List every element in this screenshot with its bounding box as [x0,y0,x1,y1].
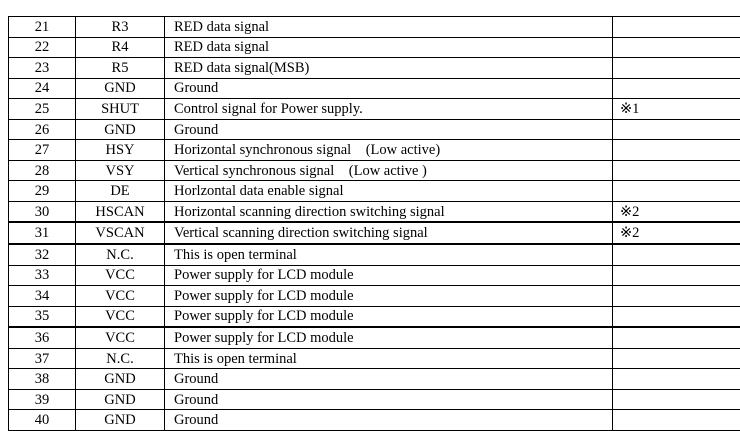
pin-symbol-cell: GND [76,119,165,140]
pin-number-cell: 32 [9,244,76,265]
table-row [9,306,740,327]
pin-number-cell: 33 [9,265,76,286]
table-row [9,410,740,431]
pin-note-cell [613,17,740,38]
pin-description-cell: Horlzontal data enable signal [165,181,613,202]
pin-note-cell: ※2 [613,222,740,244]
pin-note-cell [613,244,740,265]
pin-note-cell [613,410,740,431]
pin-number-cell: 27 [9,140,76,161]
pin-symbol-cell: VCC [76,265,165,286]
pin-symbol-cell: R5 [76,58,165,79]
pin-note-cell [613,181,740,202]
pin-description-cell: Horizontal synchronous signal (Low active) [165,140,613,161]
pin-symbol-cell: R3 [76,17,165,38]
pin-number-cell: 22 [9,37,76,58]
pin-symbol-cell: R4 [76,37,165,58]
pin-assignment-table [8,16,740,431]
pin-description-cell: Vertical synchronous signal (Low active ) [165,160,613,181]
pin-symbol-cell: DE [76,181,165,202]
table-row [9,244,740,265]
pin-symbol-cell: N.C. [76,348,165,369]
table-row [9,389,740,410]
pin-number-cell: 39 [9,389,76,410]
pin-symbol-cell: VCC [76,327,165,348]
pin-note-cell [613,348,740,369]
pin-note-cell [613,140,740,161]
pin-symbol-cell: GND [76,389,165,410]
pin-number-cell: 23 [9,58,76,79]
pin-note-cell: ※2 [613,201,740,222]
table-row [9,286,740,307]
pin-symbol-cell: HSY [76,140,165,161]
pin-number-cell: 36 [9,327,76,348]
pin-note-cell [613,265,740,286]
pin-description-cell: Ground [165,410,613,431]
table-row [9,58,740,79]
pin-number-cell: 34 [9,286,76,307]
pin-description-cell: Ground [165,119,613,140]
pin-description-cell: Ground [165,389,613,410]
pin-note-cell [613,286,740,307]
pin-number-cell: 25 [9,99,76,120]
pin-description-cell: Control signal for Power supply. [165,99,613,120]
pin-description-cell: RED data signal [165,17,613,38]
table-row [9,17,740,38]
pin-description-cell: Ground [165,369,613,390]
table-row [9,37,740,58]
table-row [9,99,740,120]
pin-description-cell: Power supply for LCD module [165,286,613,307]
table-row [9,348,740,369]
pin-description-cell: Power supply for LCD module [165,306,613,327]
pin-note-cell [613,160,740,181]
pin-symbol-cell: GND [76,410,165,431]
pin-table-body [9,17,740,431]
pin-number-cell: 30 [9,201,76,222]
pin-symbol-cell: HSCAN [76,201,165,222]
pin-note-cell: ※1 [613,99,740,120]
pin-number-cell: 24 [9,78,76,99]
pin-symbol-cell: N.C. [76,244,165,265]
table-row [9,140,740,161]
table-row [9,78,740,99]
pin-description-cell: Vertical scanning direction switching signal [165,222,613,244]
table-row [9,369,740,390]
pin-description-cell: This is open terminal [165,348,613,369]
pin-symbol-cell: GND [76,369,165,390]
table-row [9,222,740,244]
pin-symbol-cell: GND [76,78,165,99]
table-row [9,265,740,286]
pin-description-cell: Horizontal scanning direction switching signal [165,201,613,222]
table-row [9,327,740,348]
pin-number-cell: 38 [9,369,76,390]
pin-description-cell: RED data signal(MSB) [165,58,613,79]
pin-symbol-cell: VCC [76,286,165,307]
table-row [9,160,740,181]
pin-note-cell [613,37,740,58]
pin-note-cell [613,306,740,327]
pin-symbol-cell: VCC [76,306,165,327]
pin-symbol-cell: VSCAN [76,222,165,244]
pin-number-cell: 40 [9,410,76,431]
pin-description-cell: This is open terminal [165,244,613,265]
pin-symbol-cell: SHUT [76,99,165,120]
pin-symbol-cell: VSY [76,160,165,181]
pin-number-cell: 21 [9,17,76,38]
pin-number-cell: 29 [9,181,76,202]
pin-number-cell: 28 [9,160,76,181]
pin-note-cell [613,78,740,99]
table-row [9,119,740,140]
pin-number-cell: 26 [9,119,76,140]
pin-number-cell: 37 [9,348,76,369]
pin-note-cell [613,58,740,79]
pin-note-cell [613,389,740,410]
pin-description-cell: RED data signal [165,37,613,58]
pin-note-cell [613,327,740,348]
pin-number-cell: 35 [9,306,76,327]
pin-description-cell: Ground [165,78,613,99]
pin-note-cell [613,119,740,140]
pin-description-cell: Power supply for LCD module [165,327,613,348]
table-row [9,181,740,202]
pin-number-cell: 31 [9,222,76,244]
pin-description-cell: Power supply for LCD module [165,265,613,286]
pin-note-cell [613,369,740,390]
table-row [9,201,740,222]
